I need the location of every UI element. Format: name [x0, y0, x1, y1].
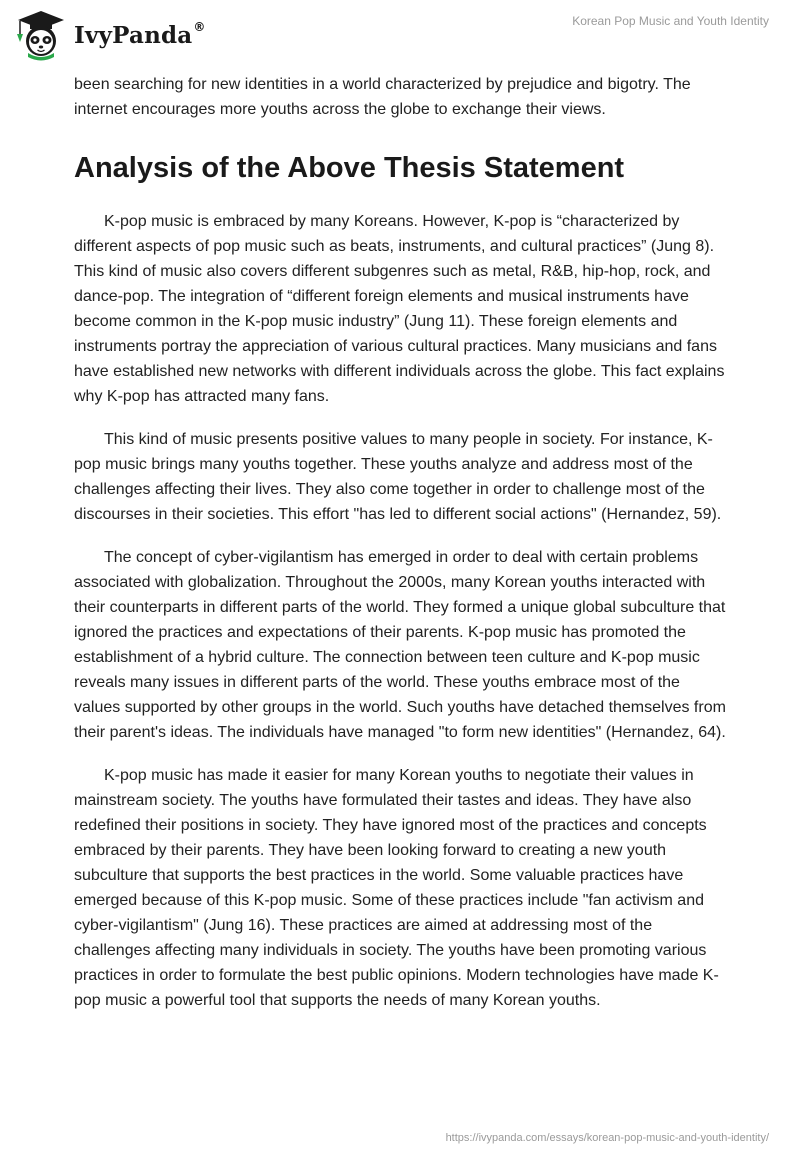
source-url[interactable]: https://ivypanda.com/essays/korean-pop-music-and-youth-identity/ [445, 1132, 769, 1144]
section-heading: Analysis of the Above Thesis Statement [74, 152, 625, 184]
registered-mark: ® [193, 19, 206, 34]
body-paragraph: The concept of cyber-vigilantism has emerged in order to deal with certain problems associated with globalization. Throughout the 2000s, many Korean youths interacted with their counterparts in different parts of the world. They formed a unique global subculture that ignored the practices and expectations of their parents. K-pop music has promoted the establishment of a hybrid culture. The connection between teen culture and K-pop music reveals many issues in different parts of the world. These youths embrace most of the values supported by other groups in the world. Such youths have detached themselves from their parent's ideas. The individuals have managed "to form new identities" (Hernandez, 64). [74, 549, 726, 741]
essay-body [74, 72, 730, 1013]
document-title: Korean Pop Music and Youth Identity [572, 14, 769, 28]
brand-name: IvyPanda® [74, 19, 206, 49]
panda-graduate-icon [14, 8, 68, 62]
brand-logo[interactable] [14, 8, 206, 62]
intro-paragraph: been searching for new identities in a world characterized by prejudice and bigotry. The internet encourages more youths across the globe to exchange their views. [74, 76, 691, 118]
page-header [0, 0, 800, 70]
body-paragraph: K-pop music has made it easier for many Korean youths to negotiate their values in mainstream society. The youths have formulated their tastes and ideas. They have also redefined their positions in society. They have ignored most of the practices and concepts embraced by their parents. They have been looking forward to creating a new youth subculture that supports the best practices in the world. Some valuable practices have emerged because of this K-pop music. Some of these practices include "fan activism and cyber-vigilantism" (Jung 16). These practices are aimed at addressing most of the challenges affecting many individuals in society. The youths have been promoting various practices in order to formulate the best public opinions. Modern technologies have made K-pop music a powerful tool that supports the needs of many Korean youths. [74, 767, 719, 1009]
body-paragraph: This kind of music presents positive values to many people in society. For instance, K-pop music brings many youths together. These youths analyze and address most of the challenges affecting their lives. They also come together in order to challenge most of the discourses in their societies. This effort "has led to different social actions" (Hernandez, 59). [74, 431, 722, 523]
body-paragraph: K-pop music is embraced by many Koreans. However, K-pop is “characterized by different aspects of pop music such as beats, instruments, and cultural practices” (Jung 8). This kind of music also covers different subgenres such as metal, R&B, hip-hop, rock, and dance-pop. The integration of “different foreign elements and musical instruments have become common in the K-pop music industry” (Jung 11). These foreign elements and instruments portray the appreciation of various cultural practices. Many musicians and fans have established new networks with different individuals across the globe. This fact explains why K-pop has attracted many fans. [74, 213, 725, 405]
